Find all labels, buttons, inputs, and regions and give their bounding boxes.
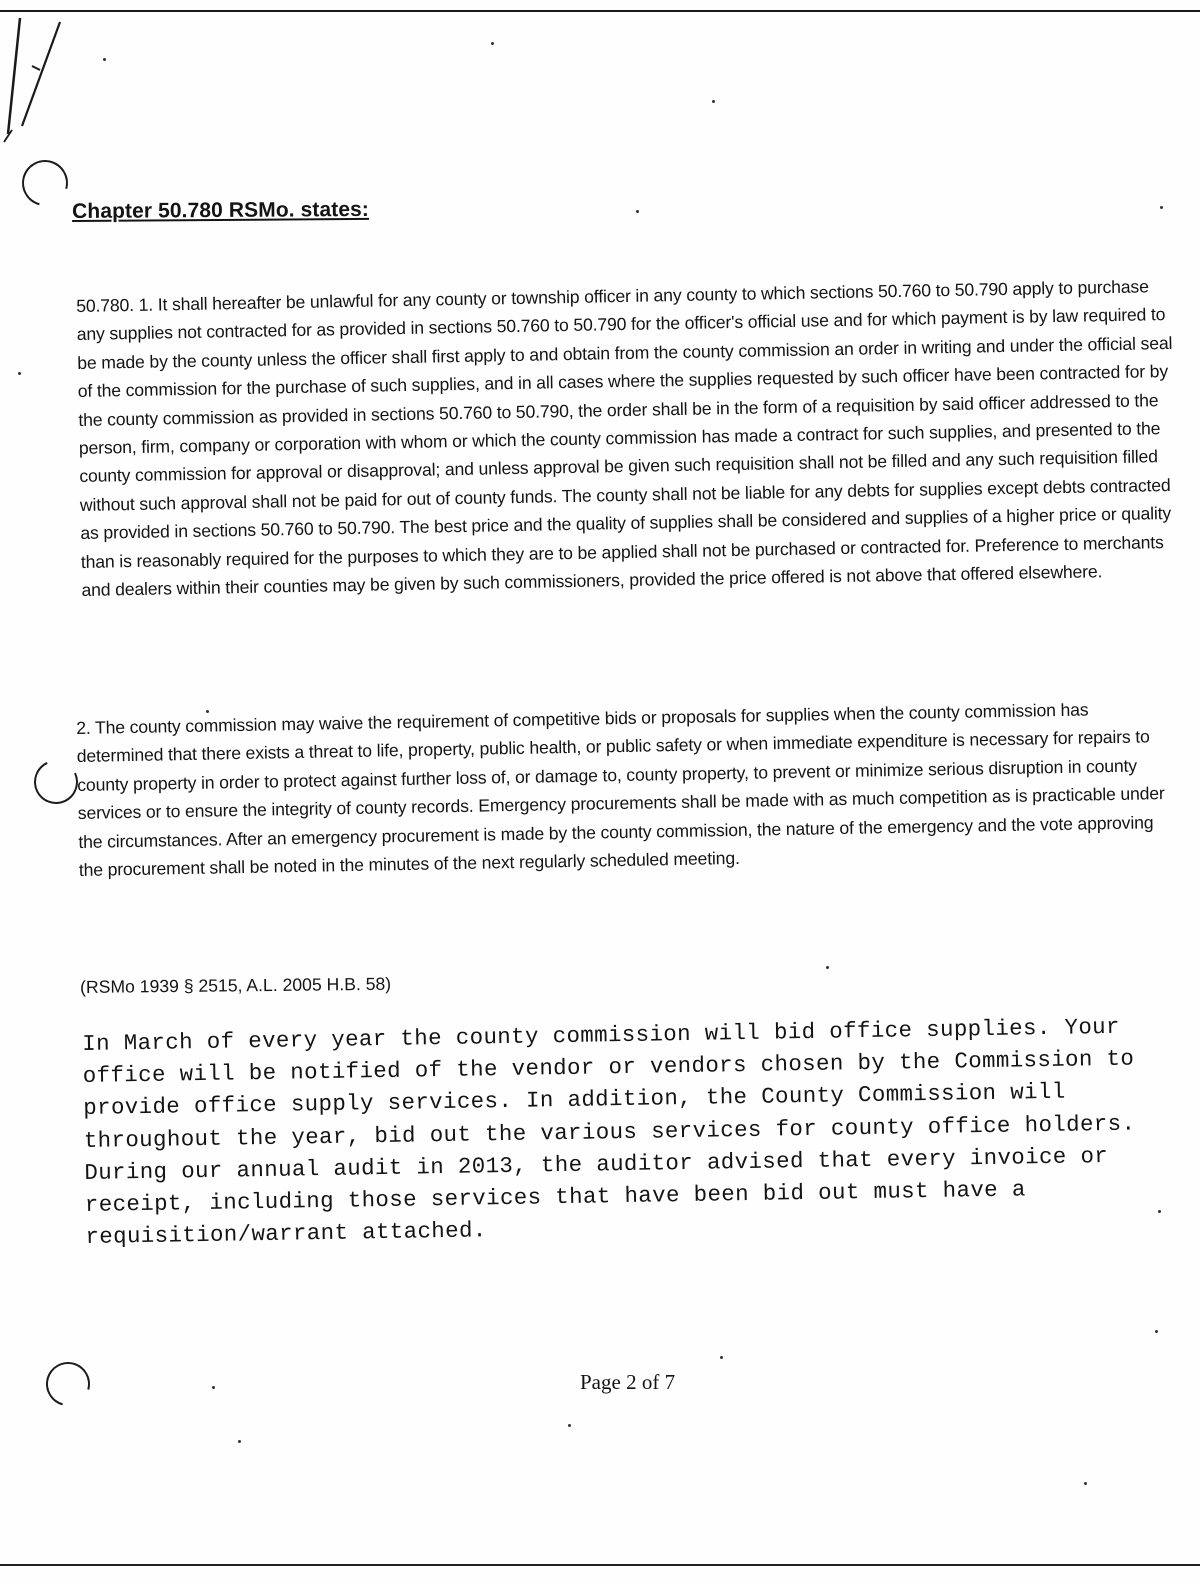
scan-speck <box>712 100 715 103</box>
punch-hole-bottom <box>38 1354 98 1414</box>
scan-speck <box>491 42 494 45</box>
statute-section-1: 50.780. 1. It shall hereafter be unlawful for any county or township officer in any county to which sections 50.760 to 50.790 apply to purchase any supplies not contracted for as provided in sections 50.760 to 50.790 for the officer's official use and for which payment is by law required to be made by the county unless the officer shall first apply to and obtain from the county commission an order in writing and under the official seal of the commission for the purchase of such supplies, and in all cases where the supplies requested by such officer have been contracted for by the county commission as provided in sections 50.760 to 50.790, the order shall be in the form of a requisition by said officer addressed to the person, firm, company or corporation with whom or which the county commission has made a contract for such supplies, and presented to the county commission for approval or disapproval; and unless approval be given such requisition shall not be filled and any such requisition filled without such approval shall not be paid for out of county funds. The county shall not be liable for any debts for supplies except debts contracted as provided in sections 50.760 to 50.790. The best price and the quality of supplies shall be considered and supplies of a higher price or quality than is reasonably required for the purposes to which they are to be applied shall not be purchased or contracted for. Preference to merchants and dealers within their counties may be given by such commissioners, provided the price offered is not above that offered elsewhere. <box>76 276 1173 601</box>
scan-speck <box>1155 1330 1158 1333</box>
scan-speck <box>636 210 639 213</box>
scan-speck <box>238 1440 241 1443</box>
bidding-notice: In March of every year the county commission will bid office supplies. Your office will be notified of the vendor or vendors chosen by the Commission to provide office supply services. In addition, the County Commission will throughout the year, bid out the various services for county office holders. During our annual audit in 2013, the auditor advised that every invoice or receipt, including those services that have been bid out must have a requisition/warrant attached. <box>82 1013 1136 1251</box>
chapter-heading: Chapter 50.780 RSMo. states: <box>72 197 370 223</box>
top-scan-rule <box>0 10 1200 12</box>
handwritten-check-mark <box>0 14 90 154</box>
statute-citation: (RSMo 1939 § 2515, A.L. 2005 H.B. 58) <box>80 973 392 997</box>
scan-speck <box>103 58 106 61</box>
scan-speck <box>18 372 21 375</box>
statute-section-2: 2. The county commission may waive the requirement of competitive bids or proposals for supplies when the county commission has determined that there exists a threat to life, property, public health, or public safety or when immediate expenditure is necessary for repairs to county property in order to protect against further loss of, or damage to, county property, to prevent or minimize serious disruption in county services or to ensure the integrity of county records. Emergency procurements shall be made with as much competition as is practicable under the circumstances. After an emergency procurement is made by the county commission, the nature of the emergency and the vote approving the procurement shall be noted in the minutes of the next regularly scheduled meeting. <box>76 699 1165 881</box>
scan-speck <box>568 1424 571 1427</box>
scan-speck <box>826 966 829 969</box>
punch-hole-middle <box>28 754 84 810</box>
page-number: Page 2 of 7 <box>580 1370 676 1394</box>
punch-hole-top <box>14 152 77 215</box>
scan-speck <box>212 1386 215 1389</box>
scan-speck <box>720 1356 723 1359</box>
scan-speck <box>1084 1482 1087 1485</box>
bottom-scan-rule <box>0 1564 1200 1566</box>
scan-speck <box>1160 206 1163 209</box>
